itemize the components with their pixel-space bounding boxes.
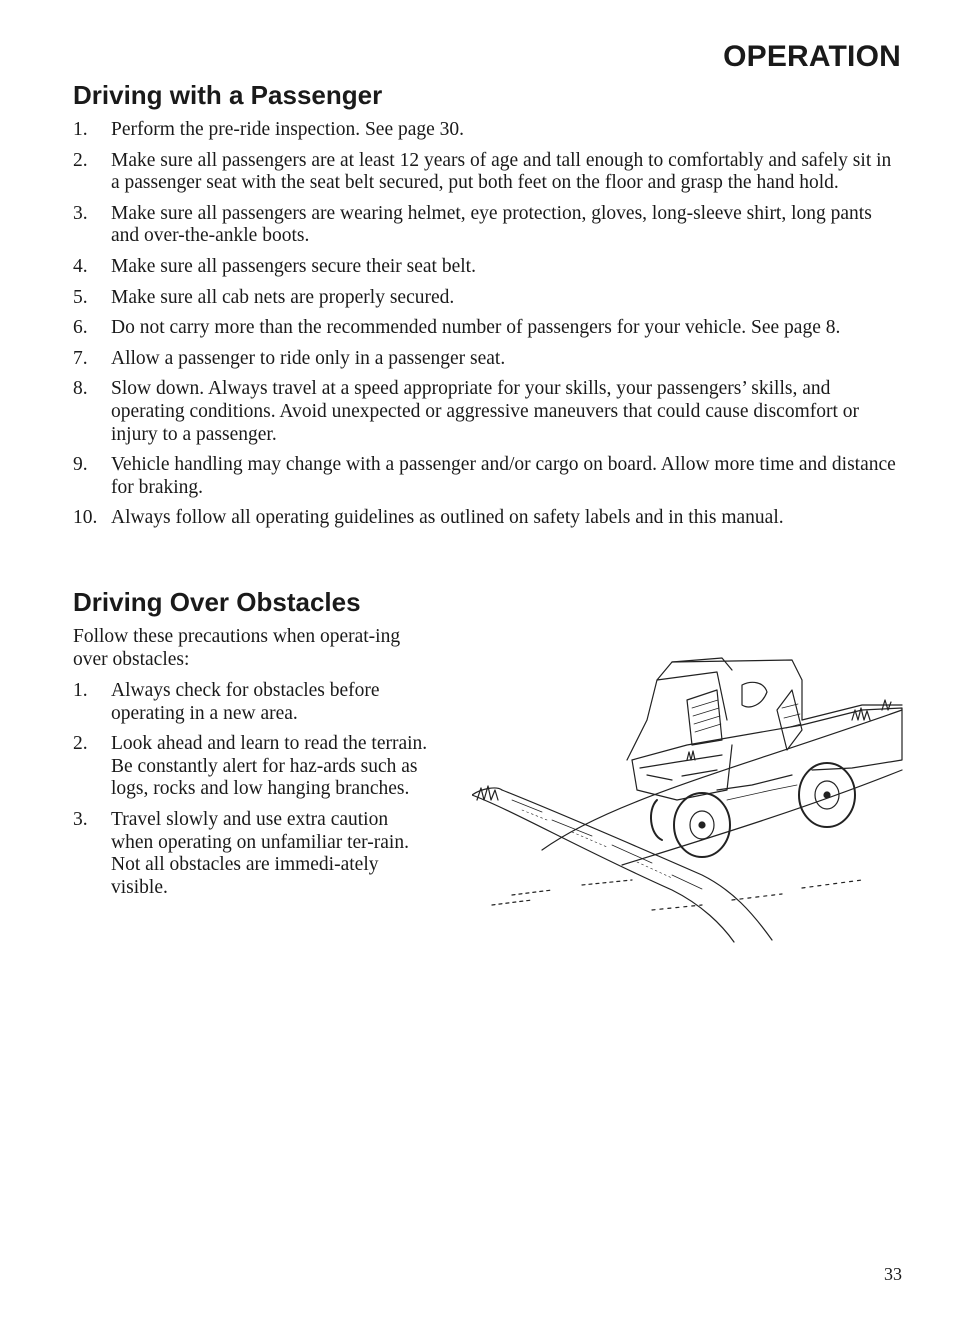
list-item: 10. Always follow all operating guidelines as outlined on safety labels and in this manual. <box>73 507 784 529</box>
list-item: 9. Vehicle handling may change with a passenger and/or cargo on board. Allow more time and distance for braking. <box>73 454 896 498</box>
obstacles-steps-list <box>73 680 433 907</box>
list-item: 1. Perform the pre-ride inspection. See page 30. <box>73 119 465 140</box>
utility-vehicle-over-log-illustration <box>472 650 907 945</box>
section-title: OPERATION <box>723 40 901 73</box>
list-item: 3. Make sure all passengers are wearing helmet, eye protection, gloves, long-sleeve shirt, long pants and over-the-ankle boots. <box>73 202 872 247</box>
passenger-steps-list <box>73 119 903 538</box>
list-item: 3. Travel slowly and use extra caution when operating on unfamiliar ter-rain. Not all obstacles are immedi-ately visible. <box>73 808 409 898</box>
list-item: 6. Do not carry more than the recommended number of passengers for your vehicle. See page 8. <box>73 317 841 339</box>
heading-driving-over-obstacles: Driving Over Obstacles <box>73 587 361 617</box>
list-item: 5. Make sure all cab nets are properly secured. <box>73 286 455 308</box>
obstacles-intro: Follow these precautions when operat-ing over obstacles: <box>73 626 401 670</box>
list-item: 2. Look ahead and learn to read the terrain. Be constantly alert for haz-ards such as logs, rocks and low hanging branches. <box>73 733 428 800</box>
list-item: 4. Make sure all passengers secure their seat belt. <box>73 255 476 277</box>
list-item: 2. Make sure all passengers are at least 12 years of age and tall enough to comfortably and safely sit in a passenger seat with the seat belt secured, put both feet on the floor and grasp the hand hold. <box>73 149 892 194</box>
list-item: 1. Always check for obstacles before operating in a new area. <box>73 680 380 724</box>
list-item: 8. Slow down. Always travel at a speed appropriate for your skills, your passengers’ skills, and operating conditions. Avoid unexpected or aggressive maneuvers that could cause discomfort or injury to a passenger. <box>73 378 860 445</box>
page-number: 33 <box>884 1264 902 1284</box>
list-item: 7. Allow a passenger to ride only in a passenger seat. <box>73 347 506 369</box>
heading-driving-with-passenger: Driving with a Passenger <box>73 80 383 110</box>
